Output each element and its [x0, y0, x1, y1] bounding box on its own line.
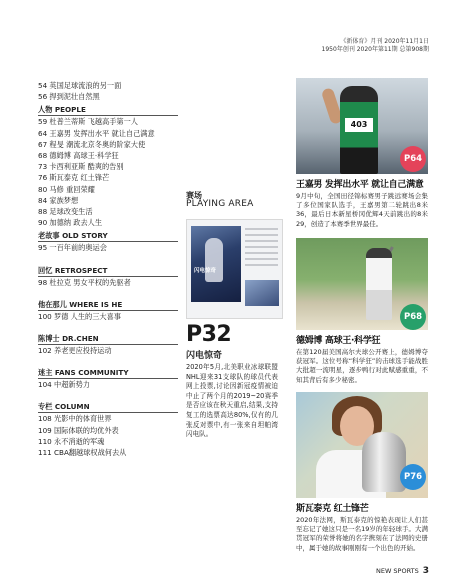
toc-entry[interactable]: 98 杜拉克 男女平权的先驱者 [38, 277, 131, 287]
masthead-line-2: 1950年创刊 2020年第11期 总第908期 [321, 46, 429, 53]
toc-entry[interactable]: 102 养老更应投持运动 [38, 346, 112, 356]
thumbnail-small-photo [245, 280, 279, 306]
toc-section-heading: 专栏 COLUMN [38, 402, 178, 413]
footer-brand: NEW SPORTS [375, 567, 419, 575]
article-dechambeau[interactable] [296, 238, 428, 385]
toc-section-heading: 迷主 FANS COMMUNITY [38, 368, 178, 379]
toc-entry[interactable]: 104 中超新势力 [38, 380, 90, 390]
toc-entry[interactable]: 76 斯瓦泰克 红土锋芒 [38, 173, 110, 183]
magazine-thumbnail[interactable] [186, 219, 283, 319]
toc-entry[interactable]: 108 光影中的体育世界 [38, 414, 112, 424]
footer-page-number: 3 [422, 566, 429, 576]
article-title: 斯瓦泰克 红土锋芒 [296, 504, 369, 514]
thumbnail-text-lines [245, 228, 278, 270]
section-title-en: PLAYING AREA [186, 199, 254, 209]
page-tag-p68: P68 [400, 304, 426, 330]
article-body: 9月中旬，全国田径锦标赛男子跳远赛场会集了多位国家队选手，王嘉男第二轮跳出8米36，最后日本新星桥冈优辉4天前跳出的8米29，创造了本赛季世界最佳。 [296, 192, 428, 228]
page-number-feature: P32 [186, 322, 232, 347]
toc-spacer [38, 356, 178, 365]
toc-entry[interactable]: 90 加德纳 政去人生 [38, 218, 103, 228]
toc-left-column [38, 80, 178, 458]
page-tag-p64: P64 [400, 146, 426, 172]
page-tag-p76: P76 [400, 464, 426, 490]
toc-section-heading: 他在那儿 WHERE IS HE [38, 300, 178, 311]
article-swiatek[interactable] [296, 392, 428, 553]
trophy-icon [362, 432, 406, 492]
photo-dechambeau [296, 238, 428, 330]
toc-entry[interactable]: 100 罗德 人生的三大喜事 [38, 311, 121, 321]
toc-entry[interactable]: 111 CBA翻越球权战何去从 [38, 448, 127, 458]
toc-section-heading: 老故事 OLD STORY [38, 231, 178, 242]
toc-spacer [38, 254, 178, 263]
article-body: 在第120届美国高尔夫球公开赛上，德姆博夺获冠军。这位号称“科学狂”的击球选手能战胜大批超一流明星，逐步鸭行对此赋感重重，不知其背后有多少秘密。 [296, 348, 428, 384]
toc-entry[interactable]: 54 英国足球流浪的另一面 [38, 81, 122, 90]
player-figure [205, 238, 223, 282]
feature-subtitle: 闪电惊奇 [186, 351, 223, 361]
page-footer [376, 566, 429, 576]
article-wang-jianan[interactable] [296, 78, 428, 229]
toc-section-heading: 陈博士 DR.CHEN [38, 334, 178, 345]
article-title: 王嘉男 发挥出水平 就让自己满意 [296, 180, 424, 190]
section-title-cn: 赛场 [186, 191, 202, 200]
toc-entry[interactable]: 64 王嘉男 发挥出水平 就让自己满意 [38, 128, 155, 138]
athlete-bib: 403 [345, 118, 373, 132]
toc-entry[interactable]: 95 一百年前的奥运会 [38, 243, 107, 253]
toc-entry[interactable]: 109 国际体联的均优外表 [38, 425, 119, 435]
photo-swiatek [296, 392, 428, 498]
toc-entry[interactable]: 68 德姆博 高球王·科学狂 [38, 151, 119, 161]
feature-body: 2020年5月,北美职业冰球联盟NHL迎来31支球队的球员代表网上投票,讨论因新冠疫情被迫中止了两个月的2019~20赛季是否应该在秋天重启,结果,支持复工的选票高达80%,仅有的几张反对票中,有一张来自坦帕湾闪电队。 [186, 363, 278, 439]
toc-spacer [38, 288, 178, 297]
toc-entry[interactable]: 59 杜普兰蒂斯 飞越高手第一人 [38, 117, 138, 127]
toc-entry[interactable]: 110 永不消逝的军魂 [38, 436, 105, 446]
masthead [322, 38, 429, 54]
toc-spacer [38, 390, 178, 399]
photo-wang-jianan [296, 78, 428, 174]
thumbnail-title: 闪电惊奇 [194, 268, 217, 274]
hockey-photo [191, 226, 241, 302]
toc-section-heading: 人物 PEOPLE [38, 105, 178, 116]
toc-spacer [38, 322, 178, 331]
article-title: 德姆博 高球王·科学狂 [296, 336, 381, 346]
toc-entry[interactable]: 73 卡西利亚斯 酷爽的告别 [38, 162, 124, 172]
toc-section-heading: 回忆 RETROSPECT [38, 266, 178, 277]
toc-entry[interactable]: 88 足球改变生活 [38, 207, 93, 217]
article-body: 2020年法网，斯瓦泰克的惊艳表现让人们甚至忘记了她这只是一名19岁的年轻球手。大满贯冠军的荣誉将她的名字携刻在了法网的史册中，属于她的故事刚刚有一个出色的开始。 [296, 516, 428, 552]
toc-entry[interactable]: 84 家族梦想 [38, 195, 79, 205]
toc-entry[interactable]: 80 马修 重回荣耀 [38, 184, 95, 194]
masthead-line-1: 《新体育》月刊 2020年11月1日 [340, 38, 429, 45]
playing-area-heading [186, 191, 253, 209]
toc-entry[interactable]: 67 程旻 潮流北京冬奥的阶家大使 [38, 139, 146, 149]
toc-entry[interactable]: 56 捍到泥壮自然黑 [38, 92, 100, 102]
